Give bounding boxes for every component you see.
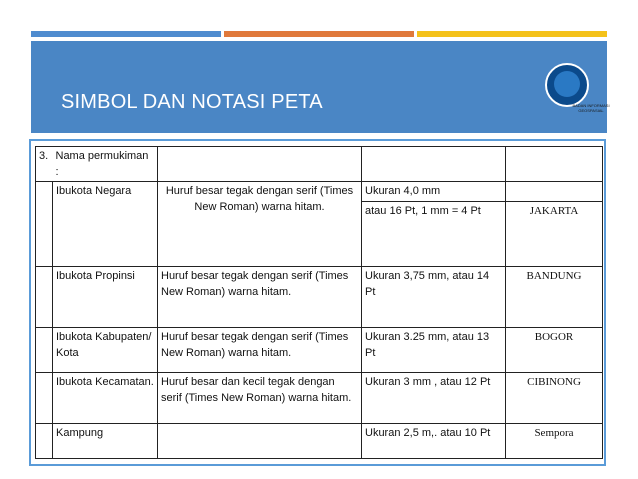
table-row-section [36,147,603,182]
row-name: Ibukota Propinsi [53,267,158,328]
table-row [36,424,603,459]
row-example: JAKARTA [506,202,603,267]
slide-header [31,41,610,133]
section-number: 3. [36,147,53,182]
row-example: CIBINONG [506,373,603,424]
row-name: Kampung [53,424,158,459]
row-size: Ukuran 2,5 m,. atau 10 Pt [362,424,506,459]
table-row [36,328,603,373]
table-row [36,373,603,424]
row-example: BOGOR [506,328,603,373]
notation-table [35,146,603,459]
row-size: Ukuran 4,0 mm [362,182,506,202]
row-name: Ibukota Kecamatan. [53,373,158,424]
row-name: Ibukota Kabupaten/ Kota [53,328,158,373]
row-example: Sempora [506,424,603,459]
globe-icon [545,63,589,107]
accent-bar-yellow [417,31,607,37]
logo-caption: BADAN INFORMASI GEOSPASIAL [572,103,610,113]
row-size: Ukuran 3.25 mm, atau 13 Pt [362,328,506,373]
row-size: Ukuran 3,75 mm, atau 14 Pt [362,267,506,328]
accent-bar-orange [224,31,414,37]
row-size: atau 16 Pt, 1 mm = 4 Pt [362,202,506,267]
row-size: Ukuran 3 mm , atau 12 Pt [362,373,506,424]
table-row [36,182,603,202]
section-label: Nama permukiman : [53,147,158,182]
slide-title: SIMBOL DAN NOTASI PETA [61,91,323,113]
big-logo [543,63,610,117]
row-desc: Huruf besar tegak dengan serif (Times New Roman) warna hitam. [158,267,362,328]
row-desc [158,424,362,459]
accent-bar-blue [31,31,221,37]
row-desc: Huruf besar dan kecil tegak dengan serif (Times New Roman) warna hitam. [158,373,362,424]
row-desc: Huruf besar tegak dengan serif (Times New Roman) warna hitam. [158,182,362,267]
table-row [36,267,603,328]
row-desc: Huruf besar tegak dengan serif (Times New Roman) warna hitam. [158,328,362,373]
row-name: Ibukota Negara [53,182,158,267]
row-example: BANDUNG [506,267,603,328]
